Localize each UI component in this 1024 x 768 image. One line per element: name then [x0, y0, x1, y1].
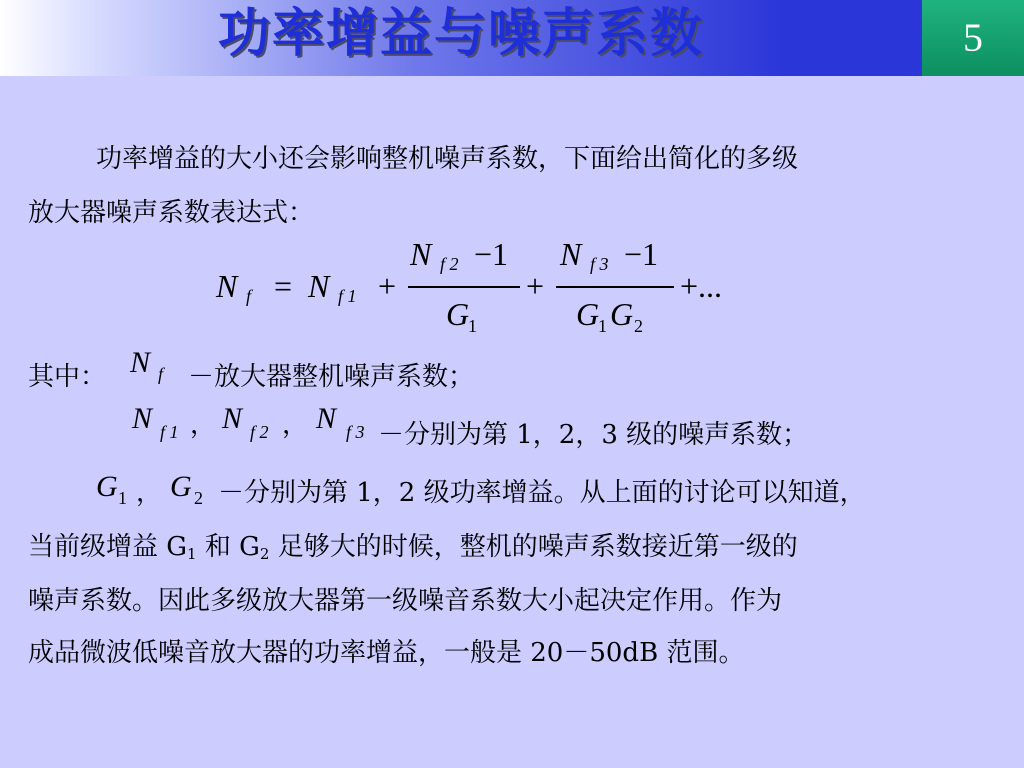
formula-den2a-sub: 1 — [598, 316, 607, 336]
formula-plus-2: + — [526, 268, 545, 304]
gain-g2-sub: 2 — [194, 488, 203, 508]
stage-n3-sub: f 3 — [346, 422, 365, 442]
formula-den2b: G — [610, 296, 634, 332]
formula-equals: = — [274, 268, 293, 304]
slide-title: 功率增益与噪声系数 — [217, 4, 704, 64]
stage-sep-1: ， — [190, 410, 217, 439]
formula-num2-sub: f 3 — [590, 254, 609, 274]
nf-symbol — [130, 346, 180, 386]
formula-num1-minus-one: −1 — [474, 236, 509, 272]
body-line-a-mid: 和 G — [196, 532, 260, 562]
stage-n2-sub: f 2 — [250, 422, 269, 442]
gain-g2-letter: G — [170, 470, 192, 503]
formula-den1-sub: 1 — [468, 316, 477, 336]
body-line-a-sub2: 2 — [259, 545, 270, 563]
formula-lhs: N — [216, 268, 238, 304]
stage-n3-letter: N — [316, 402, 337, 435]
stage-n2-letter: N — [222, 402, 243, 435]
formula-plus-1: + — [378, 268, 397, 304]
stage-n1-sub: f 1 — [160, 422, 179, 442]
formula-den2a: G — [576, 296, 600, 332]
formula-num1: N — [410, 236, 432, 272]
formula-tail: +... — [680, 268, 723, 304]
nf-symbol-sub: f — [158, 364, 164, 384]
gain-symbols — [96, 470, 226, 514]
body-line-b: 噪声系数。因此多级放大器第一级噪音系数大小起决定作用。作为 — [28, 586, 783, 616]
formula-num1-sub: f 2 — [440, 254, 459, 274]
stage-sep-2: ， — [282, 410, 309, 439]
fraction-line-1 — [408, 286, 520, 288]
formula-lhs-sub: f — [246, 286, 252, 306]
body-line-a-pre: 当前级增益 G — [28, 532, 188, 562]
intro-line-2: 放大器噪声系数表达式： — [28, 198, 315, 228]
formula-num2-minus-one: −1 — [624, 236, 659, 272]
formula-term1: N — [308, 268, 330, 304]
formula-den2b-sub: 2 — [634, 316, 643, 336]
nf-symbol-letter: N — [130, 346, 151, 379]
stage-noise-description: －分别为第 1，2，3 级的噪声系数； — [378, 420, 809, 450]
intro-line-1: 功率增益的大小还会影响整机噪声系数，下面给出简化的多级 — [96, 144, 799, 174]
stage-noise-symbols — [132, 402, 402, 446]
body-line-a-post: 足够大的时候，整机的噪声系数接近第一级的 — [269, 532, 798, 562]
gain-sep: ， — [136, 478, 163, 507]
nf-description: －放大器整机噪声系数； — [188, 362, 475, 392]
gain-g1-letter: G — [96, 470, 118, 503]
body-line-a — [28, 520, 798, 581]
page-number: 5 — [922, 0, 1024, 76]
formula-num2: N — [560, 236, 582, 272]
body-line-a-sub1: 1 — [187, 545, 197, 563]
noise-figure-formula — [210, 234, 770, 344]
gain-g1-sub: 1 — [118, 488, 127, 508]
stage-n1-letter: N — [132, 402, 153, 435]
fraction-line-2 — [556, 286, 674, 288]
where-label: 其中： — [28, 362, 107, 392]
gain-description: －分别为第 1，2 级功率增益。从上面的讨论可以知道， — [218, 478, 866, 508]
formula-term1-sub: f 1 — [338, 286, 357, 306]
formula-den1: G — [446, 296, 470, 332]
body-line-c: 成品微波低噪音放大器的功率增益，一般是 20－50dB 范围。 — [28, 638, 745, 668]
